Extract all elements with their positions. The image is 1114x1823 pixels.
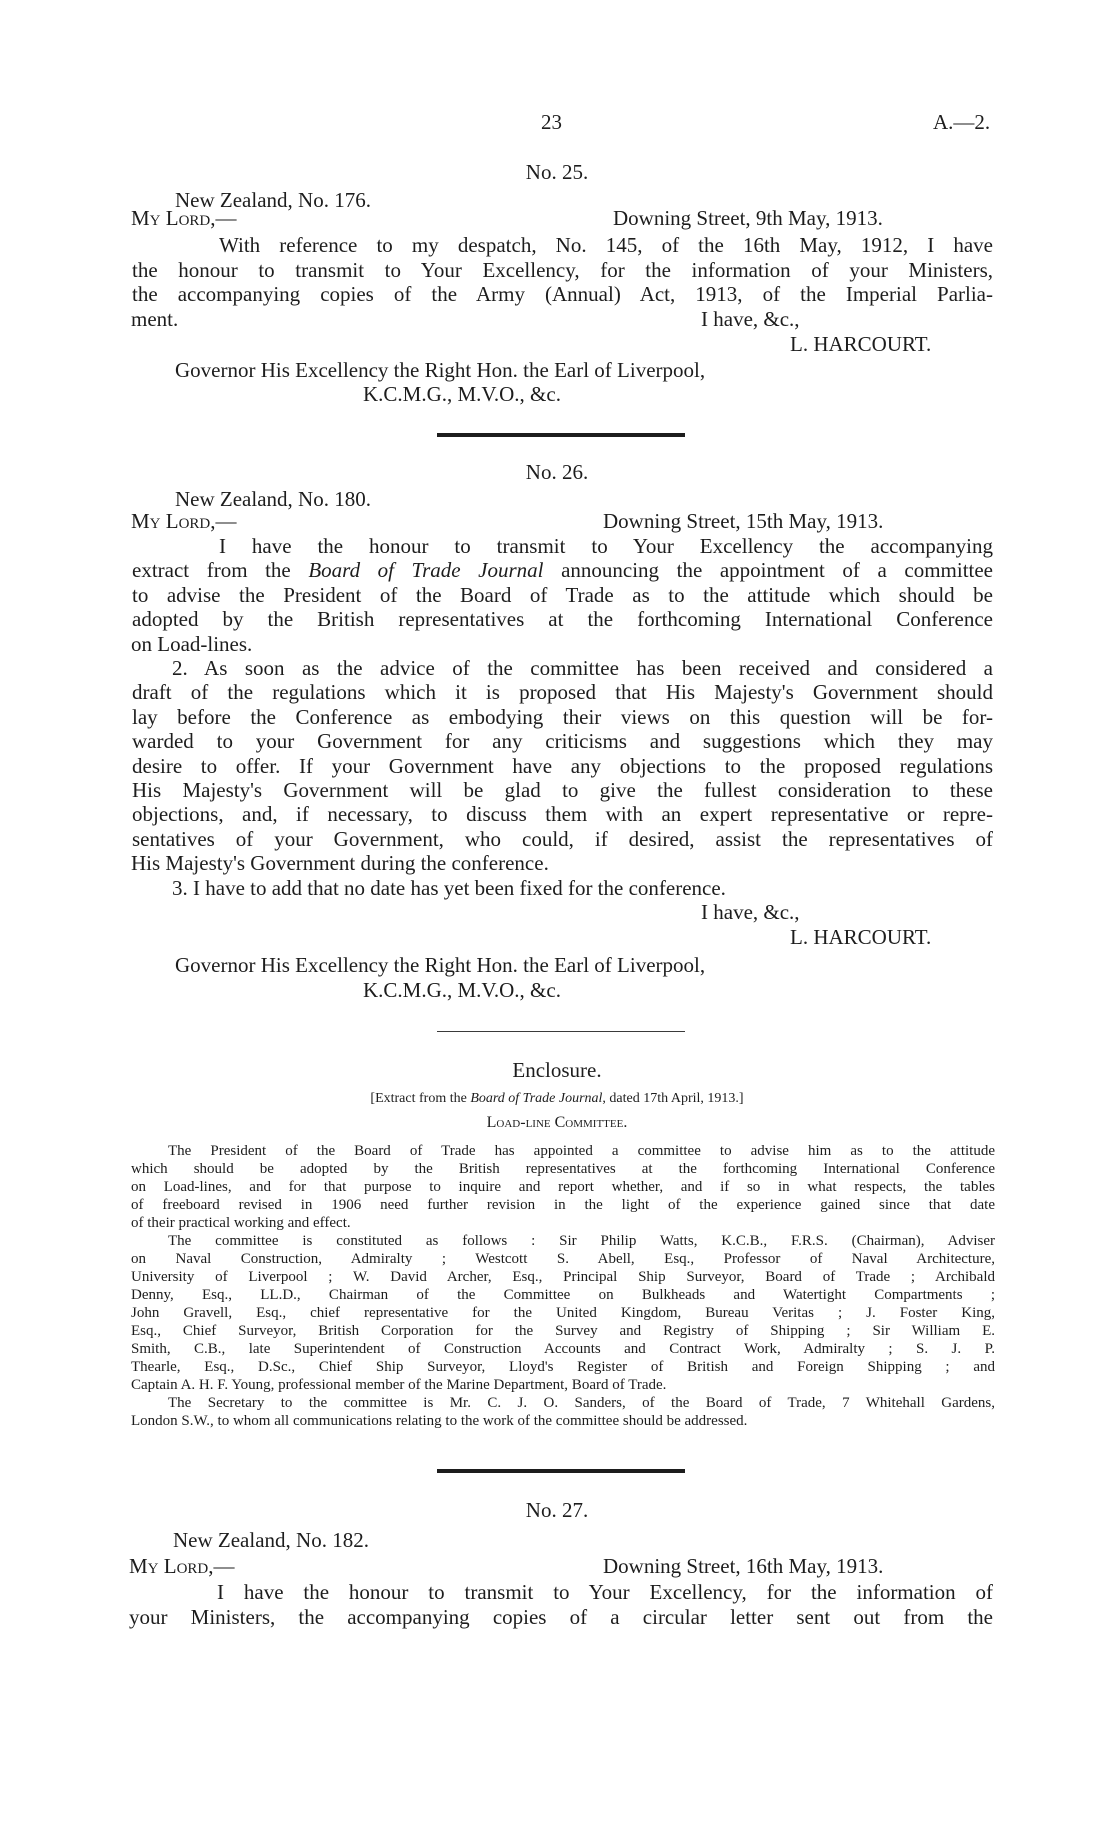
page-number: 23 (541, 110, 562, 134)
enclosure-line: University of Liverpool ; W. David Archer, Esq., Principal Ship Surveyor, Board of Trade ; Archibald (131, 1269, 995, 1285)
body-line (132, 558, 993, 582)
signature: L. HARCOURT. (790, 925, 932, 949)
salutation: My Lord,— (131, 206, 237, 230)
body-line: the accompanying copies of the Army (Annual) Act, 1913, of the Imperial Parlia- (132, 282, 993, 306)
section-rule (437, 433, 685, 437)
body-line: on Load-lines. (131, 632, 253, 656)
body-line: With reference to my despatch, No. 145, of the 16th May, 1912, I have (219, 233, 993, 257)
journal-title: Board of Trade Journal (470, 1091, 603, 1106)
body-line: the honour to transmit to Your Excellency, for the information of your Ministers, (132, 258, 993, 282)
section-rule (437, 1469, 685, 1473)
enclosure-line: The Secretary to the committee is Mr. C. J. O. Sanders, of the Board of Trade, 7 Whitehall Gardens, (168, 1395, 995, 1411)
address-date: Downing Street, 9th May, 1913. (613, 206, 883, 230)
body-line: His Majesty's Government will be glad to give the fullest consideration to these (132, 778, 993, 802)
body-line: objections, and, if necessary, to discuss them with an expert representative or repre- (132, 802, 993, 826)
extract-text: , dated 17th April, 1913.] (602, 1091, 744, 1106)
enclosure-line: on Load-lines, and for that purpose to inquire and report whether, and if so in what respects, the tables (131, 1179, 995, 1195)
body-text: announcing the appointment of a committee (561, 558, 994, 582)
body-line: I have the honour to transmit to Your Excellency, for the information of (217, 1580, 993, 1604)
enclosure-line: of their practical working and effect. (131, 1215, 351, 1231)
extract-note (0, 1090, 1114, 1107)
enclosure-line: Denny, Esq., LL.D., Chairman of the Committee on Bulkheads and Watertight Compartments ; (131, 1287, 995, 1303)
enclosure-line: which should be adopted by the British representatives at the forthcoming International Conference (131, 1161, 995, 1177)
enclosure-line: Thearle, Esq., D.Sc., Chief Ship Surveyor, Lloyd's Register of British and Foreign Shipping ; and (131, 1359, 995, 1375)
enclosure-subtitle: Load-line Committee. (486, 1114, 628, 1131)
body-line: sentatives of your Government, who could, if desired, assist the representatives of (132, 827, 993, 851)
address-date: Downing Street, 16th May, 1913. (603, 1554, 884, 1578)
extract-text: [Extract from the (370, 1091, 467, 1106)
enclosure-line: The President of the Board of Trade has appointed a committee to advise him as to the attitude (168, 1143, 995, 1159)
body-line: draft of the regulations which it is proposed that His Majesty's Government should (132, 680, 993, 704)
dispatch-reference: New Zealand, No. 176. (175, 188, 371, 212)
enclosure-title: Enclosure. (512, 1058, 602, 1082)
enclosure-line: The committee is constituted as follows : Sir Philip Watts, K.C.B., F.R.S. (Chairman), Adviser (168, 1233, 995, 1249)
enclosure-line: John Gravell, Esq., chief representative for the United Kingdom, Bureau Veritas ; J. Foster King, (131, 1305, 995, 1321)
enclosure-line: Smith, C.B., late Superintendent of Construction Accounts and Contract Work, Admiralty ; S. J. P. (131, 1341, 995, 1357)
letter-number: No. 25. (525, 160, 589, 184)
body-line: desire to offer. If your Government have any objections to the proposed regulations (132, 754, 993, 778)
signature: L. HARCOURT. (790, 332, 932, 356)
enclosure-line: of freeboard revised in 1906 need further revision in the light of the experience gained since that date (131, 1197, 995, 1213)
body-line: 2. As soon as the advice of the committee has been received and considered a (172, 656, 993, 680)
letter-number: No. 27. (525, 1498, 589, 1522)
body-line: warded to your Government for any criticisms and suggestions which they may (132, 729, 993, 753)
salutation: My Lord,— (129, 1554, 235, 1578)
letter-number: No. 26. (525, 460, 589, 484)
recipient: Governor His Excellency the Right Hon. the Earl of Liverpool, (175, 358, 706, 382)
enclosure-line: Esq., Chief Surveyor, British Corporation for the Survey and Registry of Shipping ; Sir William E. (131, 1323, 995, 1339)
body-line: adopted by the British representatives at the forthcoming International Conference (132, 607, 993, 631)
salutation: My Lord,— (131, 509, 237, 533)
recipient: Governor His Excellency the Right Hon. the Earl of Liverpool, (175, 953, 706, 977)
enclosure-line: Captain A. H. F. Young, professional member of the Marine Department, Board of Trade. (131, 1377, 667, 1393)
body-line: I have the honour to transmit to Your Excellency the accompanying (219, 534, 993, 558)
recipient-honours: K.C.M.G., M.V.O., &c. (363, 382, 561, 406)
body-line: to advise the President of the Board of Trade as to the attitude which should be (132, 583, 993, 607)
body-line: 3. I have to add that no date has yet been fixed for the conference. (172, 876, 726, 900)
enclosure-line: London S.W., to whom all communications relating to the work of the committee should be addressed. (131, 1413, 748, 1429)
closing: I have, &c., (701, 307, 800, 331)
body-line: His Majesty's Government during the conference. (131, 851, 549, 875)
body-line: your Ministers, the accompanying copies of a circular letter sent out from the (129, 1605, 993, 1629)
body-line: ment. (131, 307, 179, 331)
closing: I have, &c., (701, 900, 800, 924)
journal-title: Board of Trade Journal (308, 558, 544, 582)
address-date: Downing Street, 15th May, 1913. (603, 509, 884, 533)
body-line: lay before the Conference as embodying their views on this question will be for- (132, 705, 993, 729)
dispatch-reference: New Zealand, No. 180. (175, 487, 371, 511)
dispatch-reference: New Zealand, No. 182. (173, 1528, 369, 1552)
section-rule (437, 1031, 685, 1032)
recipient-honours: K.C.M.G., M.V.O., &c. (363, 978, 561, 1002)
enclosure-line: on Naval Construction, Admiralty ; Westcott S. Abell, Esq., Professor of Naval Architecture, (131, 1251, 995, 1267)
section-reference: A.—2. (933, 110, 991, 134)
body-text: extract from the (132, 558, 291, 582)
